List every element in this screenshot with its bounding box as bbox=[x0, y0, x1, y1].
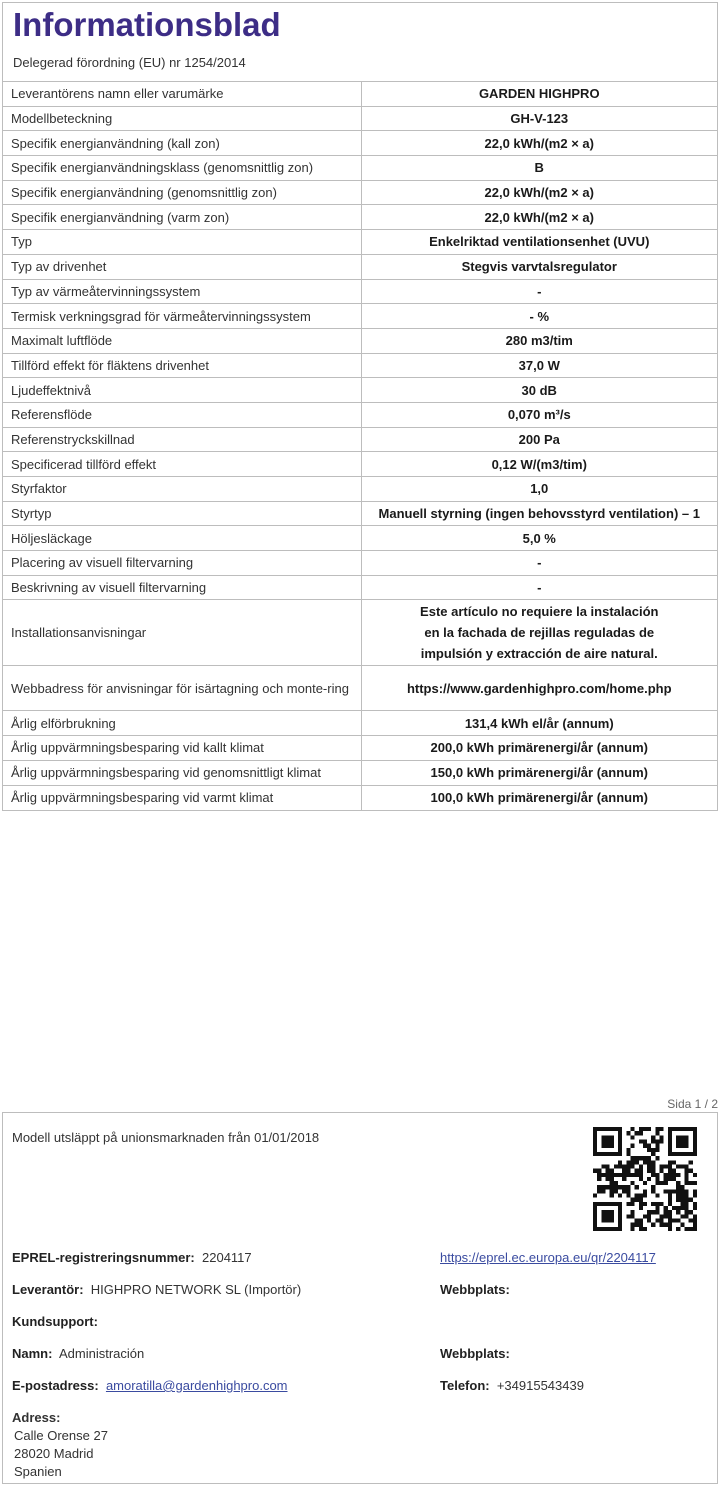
row-value: - % bbox=[361, 304, 717, 329]
supplier-label: Leverantör: bbox=[12, 1282, 84, 1297]
website-label: Webbplats: bbox=[440, 1346, 510, 1361]
row-value: 22,0 kWh/(m2 × a) bbox=[361, 131, 717, 156]
name-label: Namn: bbox=[12, 1346, 53, 1361]
website-1 bbox=[440, 1282, 510, 1297]
row-value: 37,0 W bbox=[361, 353, 717, 378]
supplier-value: HIGHPRO NETWORK SL (Importör) bbox=[90, 1282, 302, 1297]
customer-support bbox=[12, 1314, 98, 1329]
release-date-text: Modell utsläppt på unionsmarknaden från 01/01/2018 bbox=[12, 1130, 320, 1145]
eprel-number bbox=[12, 1250, 252, 1265]
table-row bbox=[3, 279, 717, 304]
table-row bbox=[3, 526, 717, 551]
information-sheet bbox=[2, 2, 718, 811]
page-title: Informationsblad bbox=[13, 6, 281, 43]
web-address-value: https://www.gardenhighpro.com/home.php bbox=[361, 666, 717, 711]
row-label: Beskrivning av visuell filtervarning bbox=[3, 575, 361, 600]
row-value: 200 Pa bbox=[361, 427, 717, 452]
address-line: Spanien bbox=[14, 1464, 62, 1479]
address bbox=[12, 1409, 108, 1481]
table-row bbox=[3, 575, 717, 600]
support-label: Kundsupport: bbox=[12, 1314, 98, 1329]
row-label: Typ av värmeåtervinningssystem bbox=[3, 279, 361, 304]
spec-table bbox=[3, 81, 717, 810]
row-value: GARDEN HIGHPRO bbox=[361, 82, 717, 107]
row-value: 22,0 kWh/(m2 × a) bbox=[361, 180, 717, 205]
row-label: Specificerad tillförd effekt bbox=[3, 452, 361, 477]
row-label: Höljesläckage bbox=[3, 526, 361, 551]
row-value: GH-V-123 bbox=[361, 106, 717, 131]
installation-line: impulsión y extracción de aire natural. bbox=[420, 646, 658, 662]
row-value: Enkelriktad ventilationsenhet (UVU) bbox=[361, 230, 717, 255]
installation-row bbox=[3, 600, 717, 666]
website-2 bbox=[440, 1346, 510, 1361]
email bbox=[12, 1378, 288, 1393]
table-row bbox=[3, 785, 717, 810]
row-value: 1,0 bbox=[361, 477, 717, 502]
row-label: Specifik energianvändning (genomsnittlig zon) bbox=[3, 180, 361, 205]
eprel-label: EPREL-registreringsnummer: bbox=[12, 1250, 195, 1265]
row-label: Årlig uppvärmningsbesparing vid genomsnittligt klimat bbox=[3, 760, 361, 785]
row-label: Specifik energianvändning (varm zon) bbox=[3, 205, 361, 230]
web-address-row bbox=[3, 666, 717, 711]
phone bbox=[440, 1378, 584, 1393]
row-label: Typ bbox=[3, 230, 361, 255]
phone-value: +34915543439 bbox=[496, 1378, 584, 1393]
row-value: 280 m3/tim bbox=[361, 328, 717, 353]
table-row bbox=[3, 304, 717, 329]
row-value: 200,0 kWh primärenergi/år (annum) bbox=[361, 736, 717, 761]
table-row bbox=[3, 230, 717, 255]
eprel-link[interactable]: https://eprel.ec.europa.eu/qr/2204117 bbox=[440, 1250, 656, 1265]
row-label: Leverantörens namn eller varumärke bbox=[3, 82, 361, 107]
row-value: 30 dB bbox=[361, 378, 717, 403]
row-label: Placering av visuell filtervarning bbox=[3, 551, 361, 576]
email-link[interactable]: amoratilla@gardenhighpro.com bbox=[105, 1378, 288, 1393]
table-row bbox=[3, 328, 717, 353]
registration-footer bbox=[2, 1112, 718, 1484]
row-label: Årlig uppvärmningsbesparing vid varmt klimat bbox=[3, 785, 361, 810]
row-label: Tillförd effekt för fläktens drivenhet bbox=[3, 353, 361, 378]
qr-code[interactable] bbox=[593, 1127, 697, 1231]
row-label: Installationsanvisningar bbox=[3, 600, 361, 666]
table-row bbox=[3, 711, 717, 736]
row-label: Specifik energianvändningsklass (genomsnittlig zon) bbox=[3, 156, 361, 181]
eprel-value: 2204117 bbox=[202, 1250, 252, 1265]
row-label: Maximalt luftflöde bbox=[3, 328, 361, 353]
supplier bbox=[12, 1282, 301, 1297]
table-row bbox=[3, 353, 717, 378]
table-row bbox=[3, 378, 717, 403]
row-value: - bbox=[361, 575, 717, 600]
row-label: Specifik energianvändning (kall zon) bbox=[3, 131, 361, 156]
address-line: 28020 Madrid bbox=[14, 1446, 94, 1461]
row-value: - bbox=[361, 279, 717, 304]
phone-label: Telefon: bbox=[440, 1378, 490, 1393]
table-row bbox=[3, 551, 717, 576]
row-value: - bbox=[361, 551, 717, 576]
row-label: Webbadress för anvisningar för isärtagning och monte-ring bbox=[3, 666, 361, 711]
table-row bbox=[3, 205, 717, 230]
table-row bbox=[3, 254, 717, 279]
installation-instructions bbox=[361, 600, 717, 666]
row-value: 131,4 kWh el/år (annum) bbox=[361, 711, 717, 736]
table-row bbox=[3, 156, 717, 181]
table-row bbox=[3, 760, 717, 785]
row-value: 150,0 kWh primärenergi/år (annum) bbox=[361, 760, 717, 785]
row-label: Typ av drivenhet bbox=[3, 254, 361, 279]
name-value: Administración bbox=[58, 1346, 145, 1361]
table-row bbox=[3, 427, 717, 452]
row-label: Termisk verkningsgrad för värmeåtervinningssystem bbox=[3, 304, 361, 329]
row-label: Styrtyp bbox=[3, 501, 361, 526]
table-row bbox=[3, 82, 717, 107]
table-row bbox=[3, 736, 717, 761]
website-label: Webbplats: bbox=[440, 1282, 510, 1297]
table-row bbox=[3, 106, 717, 131]
table-row bbox=[3, 131, 717, 156]
row-label: Referensflöde bbox=[3, 402, 361, 427]
row-label: Årlig elförbrukning bbox=[3, 711, 361, 736]
row-value: Manuell styrning (ingen behovsstyrd ventilation) – 1 bbox=[361, 501, 717, 526]
row-label: Ljudeffektnivå bbox=[3, 378, 361, 403]
table-row bbox=[3, 402, 717, 427]
row-value: Stegvis varvtalsregulator bbox=[361, 254, 717, 279]
row-value: B bbox=[361, 156, 717, 181]
row-label: Referenstryckskillnad bbox=[3, 427, 361, 452]
installation-line: Este artículo no requiere la instalación bbox=[420, 604, 659, 620]
installation-line: en la fachada de rejillas reguladas de bbox=[424, 625, 655, 641]
table-row bbox=[3, 452, 717, 477]
row-label: Styrfaktor bbox=[3, 477, 361, 502]
address-line: Calle Orense 27 bbox=[14, 1428, 108, 1443]
row-value: 0,12 W/(m3/tim) bbox=[361, 452, 717, 477]
address-label: Adress: bbox=[12, 1410, 61, 1425]
table-row bbox=[3, 180, 717, 205]
table-row bbox=[3, 501, 717, 526]
table-row bbox=[3, 477, 717, 502]
row-value: 5,0 % bbox=[361, 526, 717, 551]
contact-name bbox=[12, 1346, 144, 1361]
row-value: 0,070 m³/s bbox=[361, 402, 717, 427]
row-label: Modellbeteckning bbox=[3, 106, 361, 131]
row-label: Årlig uppvärmningsbesparing vid kallt klimat bbox=[3, 736, 361, 761]
page-subtitle: Delegerad förordning (EU) nr 1254/2014 bbox=[13, 55, 246, 70]
row-value: 100,0 kWh primärenergi/år (annum) bbox=[361, 785, 717, 810]
page-number: Sida 1 / 2 bbox=[667, 1097, 718, 1111]
email-label: E-postadress: bbox=[12, 1378, 99, 1393]
row-value: 22,0 kWh/(m2 × a) bbox=[361, 205, 717, 230]
